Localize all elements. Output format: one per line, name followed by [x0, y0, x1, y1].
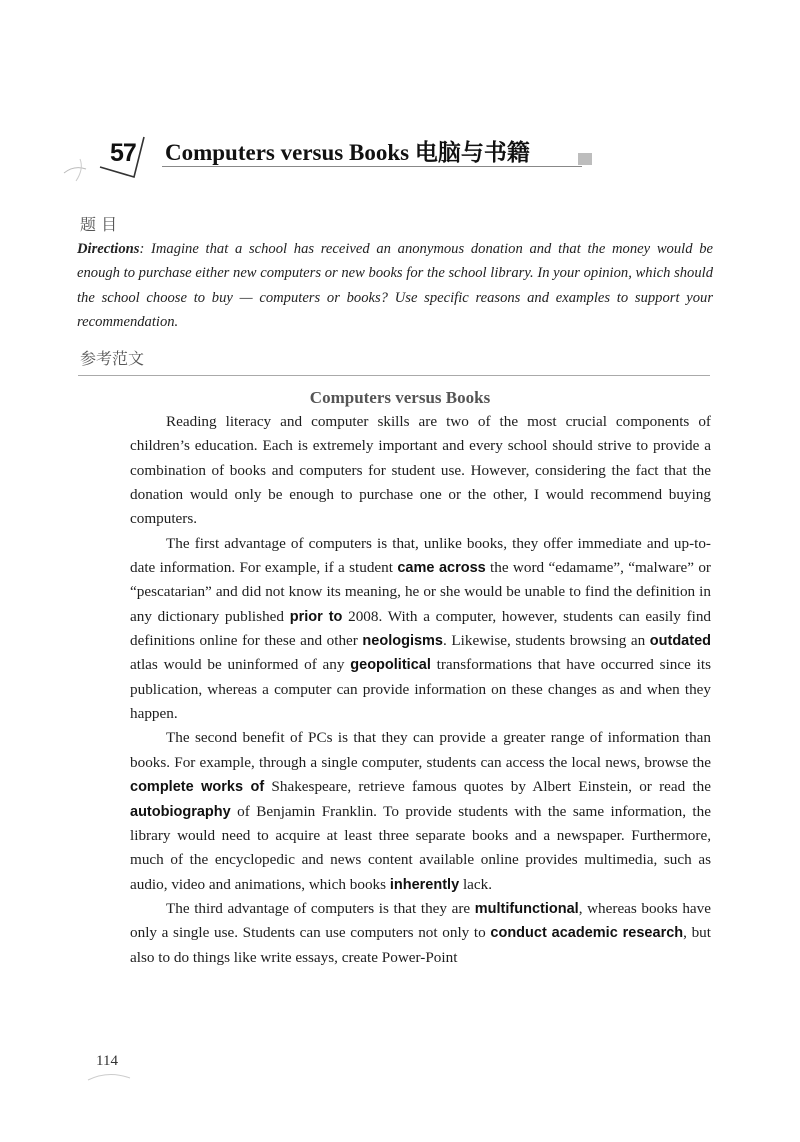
- directions-text: [77, 237, 713, 334]
- key-phrase: neologisms: [362, 633, 443, 650]
- essay-paragraph: [130, 726, 711, 896]
- paragraph-text: of Benjamin Franklin. To provide students with the same information, the library would need to acquire at least three separate books and a newspaper. Furthermore, much of the encyclopedic and news content available online provides multimedia, such as audio, video and animations, which books: [130, 802, 711, 893]
- prompt-label: 题 目: [80, 215, 118, 234]
- paragraph-text: , but also to do things like write essays, create Power-Point: [130, 924, 711, 966]
- chapter-number: 57: [110, 139, 136, 167]
- paragraph-text: . Likewise, students browsing an: [443, 632, 650, 650]
- directions-label: Directions: [77, 241, 140, 257]
- key-phrase: outdated: [649, 633, 711, 650]
- key-phrase: multifunctional: [474, 900, 579, 917]
- essay-paragraph: [130, 897, 711, 970]
- chapter-header: [60, 125, 620, 185]
- paragraph-text: atlas would be uninformed of any: [130, 656, 351, 674]
- key-phrase: complete works of: [130, 779, 265, 796]
- key-phrase: came across: [397, 560, 486, 577]
- paragraph-text: the word “edamame”, “malware” or “pescatarian” and did not know its meaning, he or she would be unable to find the definition in any dictionary published: [130, 559, 711, 625]
- title-underline: [162, 166, 582, 167]
- key-phrase: conduct academic research: [490, 925, 684, 942]
- paragraph-text: The first advantage of computers is that, unlike books, they offer immediate and up-to-date information. For example, if a student: [130, 534, 711, 577]
- paragraph-text: , whereas books have only a single use. Students can use computers not only to: [130, 899, 711, 942]
- page-number: 114: [96, 1053, 118, 1069]
- paragraph-text: lack.: [459, 875, 493, 893]
- paragraph-text: The third advantage of computers is that they are: [166, 899, 475, 917]
- paragraph-text: Shakespeare, retrieve famous quotes by Albert Einstein, or read the: [264, 778, 711, 796]
- key-phrase: prior to: [289, 608, 343, 625]
- key-phrase: geopolitical: [350, 657, 431, 674]
- paragraph-text: Reading literacy and computer skills are two of the most crucial components of children’s education. Each is extremely important and every school should strive to provide a combination of books and computers for student use. However, considering the fact that the donation would only be enough to purchase one or the other, I would recommend buying computers.: [130, 413, 711, 528]
- paragraph-text: The second benefit of PCs is that they can provide a greater range of information than books. For example, through a single computer, students can access the local news, browse the: [130, 729, 711, 771]
- sample-essay-label: 参考范文: [80, 349, 145, 368]
- page-number-ornament-icon: [86, 1070, 136, 1082]
- paragraph-text: transformations that have occurred since its publication, whereas a computer can provide information on these changes as and when they happen.: [130, 656, 711, 723]
- section-divider: [78, 375, 710, 376]
- essay-paragraph: [130, 532, 711, 727]
- directions-body: : Imagine that a school has received an anonymous donation and that the money would be enough to purchase either new computers or new books for the school library. In your opinion, which should the school choose to buy — computers or books? Use specific reasons and examples to support your recommendation.: [77, 241, 713, 330]
- essay-paragraph: [130, 410, 711, 532]
- title-end-square-icon: [578, 153, 592, 165]
- chapter-title: Computers versus Books 电脑与书籍: [165, 140, 530, 165]
- essay-body: [130, 410, 711, 970]
- paragraph-text: 2008. With a computer, however, students can easily find definitions online for these and other: [130, 607, 712, 650]
- key-phrase: inherently: [389, 876, 460, 893]
- key-phrase: autobiography: [130, 803, 231, 820]
- essay-title: Computers versus Books: [309, 388, 491, 407]
